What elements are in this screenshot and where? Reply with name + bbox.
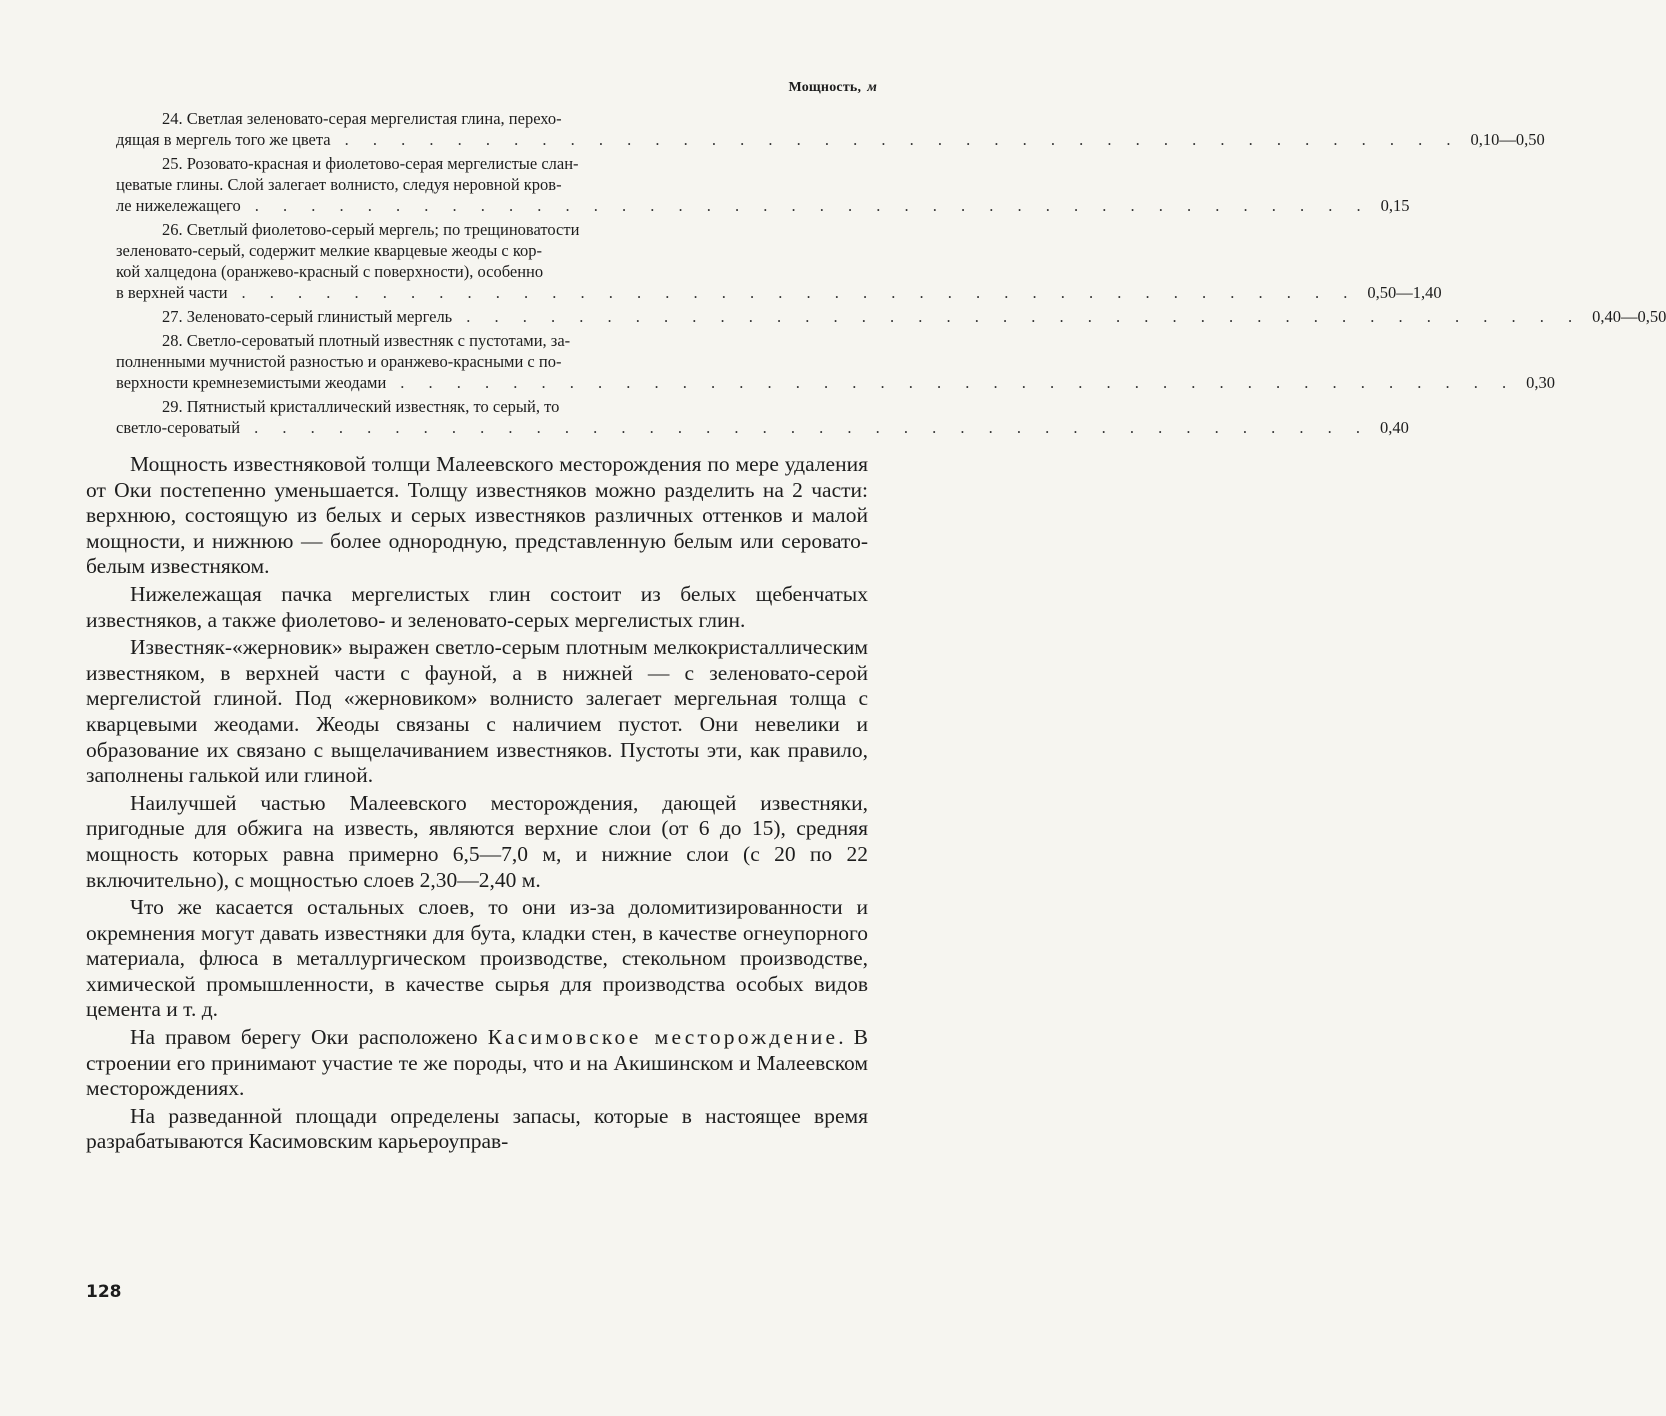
kasimov-prefix: На правом берегу Оки расположено	[130, 1025, 478, 1050]
thickness-header-label: Мощность,	[788, 80, 862, 95]
dot-leader: . . . . . . . . . . . . . . . . . . . . . . . . . . . . . . . . . . . . . . . .	[254, 196, 1371, 215]
layer-description-line: 25. Розовато-красная и фиолетово-серая мергелистые слан-	[162, 154, 579, 173]
page-number: 128	[86, 1282, 122, 1302]
layer-last-line	[116, 417, 1409, 438]
dot-leader: . . . . . . . . . . . . . . . . . . . . . . . . . . . . . . . . . . . . . . . .	[344, 130, 1461, 149]
kasimov-suffix: . В строении его принимают участие те же породы, что и на Акишинском и Малеевском месторождениях.	[86, 1025, 869, 1101]
layer-thickness: 0,15	[1380, 196, 1410, 215]
layer-description-line: ле нижележащего	[116, 196, 241, 215]
layer-thickness: 0,30	[1526, 373, 1556, 392]
layer-description-line: 28. Светло-сероватый плотный известняк с пустотами, за-	[162, 331, 571, 350]
paragraph: Наилучшей частью Малеевского месторождения, дающей известняки, пригодные для обжига на известь, являются верхние слои (от 6 до 15), средняя мощность которых равна примерно 6,5—7,0 м, и нижние слои (с 20 по 22 включительно), с мощностью слоев 2,30—2,40 м.	[86, 790, 868, 892]
layer-entry	[116, 396, 1409, 438]
paragraph: Известняк-«жерновик» выражен светло-серым плотным мелкокристаллическим известняком, в верхней части с фауной, а в нижней — с зеленовато-серой мергелистой глиной. Под «жерновиком» волнисто залегает мергельная толща с кварцевыми жеодами. Жеоды связаны с наличием пустот. Они невелики и образование их связано с выщелачиванием известняков. Пустоты эти, как правило, заполнены галькой или глиной.	[86, 635, 868, 788]
layer-last-line	[116, 306, 1666, 327]
layer-last-line	[116, 282, 1442, 303]
layer-description-line: полненными мучнистой разностью и оранжево-красными с по-	[116, 352, 562, 371]
layer-description-line: дящая в мергель того же цвета	[116, 130, 331, 149]
layer-entry	[116, 153, 1410, 216]
layer-description-line: цеватые глины. Слой залегает волнисто, следуя неровной кров-	[116, 175, 562, 194]
thickness-column-header	[788, 80, 877, 96]
layer-entry	[116, 306, 1666, 327]
layer-description-line: верхности кремнеземистыми жеодами	[116, 373, 387, 392]
dot-leader: . . . . . . . . . . . . . . . . . . . . . . . . . . . . . . . . . . . . . . . .	[241, 283, 1358, 302]
kasimov-deposit-term: Касимовское месторождение	[487, 1025, 839, 1050]
layer-thickness: 0,10—0,50	[1470, 130, 1545, 149]
layer-description-line: кой халцедона (оранжево-красный с поверхности), особенно	[116, 262, 544, 281]
paragraph-kasimov	[86, 1025, 868, 1102]
layer-entry	[116, 330, 1556, 393]
layer-description-line: 27. Зеленовато-серый глинистый мергель	[162, 307, 453, 326]
thickness-header-unit: м	[867, 80, 877, 95]
layer-entry	[116, 108, 1545, 150]
paragraph: Нижележащая пачка мергелистых глин состоит из белых щебенчатых известняков, а также фиолетово- и зеленовато-серых мергелистых глин.	[86, 581, 868, 632]
layer-description-line: зеленовато-серый, содержит мелкие кварцевые жеоды с кор-	[116, 241, 543, 260]
layer-description-line: 26. Светлый фиолетово-серый мергель; по трещиноватости	[162, 220, 580, 239]
dot-leader: . . . . . . . . . . . . . . . . . . . . . . . . . . . . . . . . . . . . . . . .	[254, 418, 1370, 437]
layer-thickness: 0,40	[1379, 418, 1409, 437]
layer-last-line	[116, 195, 1410, 216]
dot-leader: . . . . . . . . . . . . . . . . . . . . . . . . . . . . . . . . . . . . . . . .	[400, 373, 1517, 392]
layer-last-line	[116, 129, 1545, 150]
paragraph: На разведанной площади определены запасы, которые в настоящее время разрабатываются Касимовским карьероуправ-	[86, 1103, 868, 1154]
layer-description-line: светло-сероватый	[116, 418, 241, 437]
layer-thickness: 0,40—0,50	[1592, 307, 1666, 326]
dot-leader: . . . . . . . . . . . . . . . . . . . . . . . . . . . . . . . . . . . . . . . .	[466, 307, 1583, 326]
layer-entry	[116, 219, 1442, 303]
layer-last-line	[116, 372, 1556, 393]
layer-description-line: 24. Светлая зеленовато-серая мергелистая глина, перехо-	[162, 109, 562, 128]
layer-description-line: в верхней части	[116, 283, 228, 302]
layer-description-line: 29. Пятнистый кристаллический известняк, то серый, то	[162, 397, 560, 416]
paragraph: Что же касается остальных слоев, то они из-за доломитизированности и окремнения могут давать известняки для бута, кладки стен, в качестве огнеупорного материала, флюса в металлургическом производстве, стекольном производстве, химической промышленности, в качестве сырья для производства особых видов цемента и т. д.	[86, 895, 868, 1022]
layer-thickness: 0,50—1,40	[1367, 283, 1442, 302]
body-text	[86, 452, 868, 1157]
layer-list	[116, 108, 1666, 441]
paragraph: Мощность известняковой толщи Малеевского месторождения по мере удаления от Оки постепенно уменьшается. Толщу известняков можно разделить на 2 части: верхнюю, состоящую из белых и серых известняков различных оттенков и малой мощности, и нижнюю — более однородную, представленную белым или серовато-белым известняком.	[86, 452, 868, 579]
